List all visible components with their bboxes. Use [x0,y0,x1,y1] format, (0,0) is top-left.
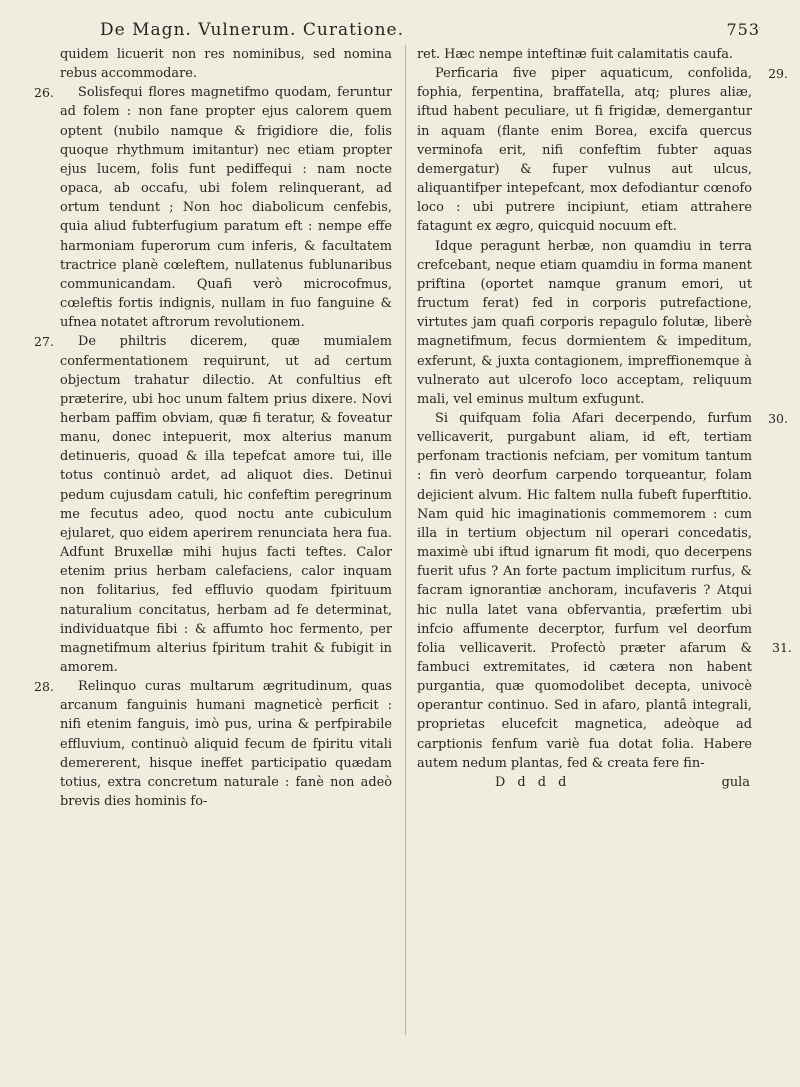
margin-number: 27. [34,334,54,350]
paragraph: Si quifquam folia Afari decerpendo, furfum vellicaverit, purgabunt aliam, id eft, tertiam perfonam tractionis nefciam, per vomitum tantum : fin verò deorfum carpendo torqueantur, folam dejicient alvum. Hic faltem nulla fubeft fuperftitio. Nam quid hic imaginationis commemorem : cum illa in tertium objectum nil operari concedatis, maximè ubi iftud ignarum fit modi, quo decerpens fuerit ufus ? An forte pactum implicitum rurfus, & facram ignorantiæ anchoram, incufaveris ? Atqui hic nulla latet vana obfervantia, præfertim ubi infcio affumente decerptor, furfum vel deorfum folia vellicaverit. Profectò præter afarum & fambuci extremitates, id cætera non habent purgantia, quæ quomodolibet decepta, univocè operantur continuo. Sed in afaro, plantâ integrali, proprietas elucefcit magnetica, adeòque ad carptionis fenfum variè fua dotat folia. Habere autem nedum plantas, fed & creata fere fin- 30. [417,410,788,771]
paragraph: ret. Hæc nempe inteftinæ fuit calamitatis caufa. [417,47,733,62]
page-number: 753 [726,20,760,39]
paragraph: De philtris dicerem, quæ mumialem confermentationem requirunt, ut ad certum objectum trahatur dilectio. At confultius eft præterire, ubi hoc unum faltem prius dixere. Novi herbam paffim obviam, quæ fi teratur, & foveatur manu, donec intepuerit, mox alterius manum detinueris, quoad & illa tepefcat amore tui, ille totus continuò ardet, ad aliquot dies. Detinui pedum cujusdam catuli, hic confeftim peregrinum me fecutus adeo, quod noctu ante cubiculum ejularet, quo eidem aperirem renunciata hera fua. Adfunt Bruxellæ mihi hujus facti teftes. Calor etenim prius herbam calefaciens, calor inquam non folitarius, fed effluvio quodam fpirituum naturalium concitatus, herbam ad fe determinat, individuatque fibi : & affumto hoc fermento, per magnetifmum alterius fpiritum trahit & fubigit in amorem. 27. [60,332,392,677]
paragraph: Perficaria five piper aquaticum, confolida, fophia, ferpentina, braffatella, atq; plures aliæ, iftud habent peculiare, ut fi frigidæ, demergantur in aquam (flante enim Borea, excifa quercus verminofa erit, nifi confeftim fubter aquas demergatur) & fuper vulnus aut ulcus, aliquantifper intepefcant, mox defodiantur cœnofo loco : ubi putrere incipiunt, etiam attrahere fatagunt ex ægro, quicquid nocuum eft. 29. [417,66,788,235]
signature-mark: D d d d [495,774,571,790]
column-divider [405,45,406,1035]
running-title: De Magn. Vulnerum. Curatione. [100,20,404,40]
paragraph: Relinquo curas multarum ægritudinum, quas arcanum fanguinis humani magneticè perficit : nifi etenim fanguis, imò pus, urina & perfpirabile effluvium, continuò aliquid fecum de fpiritu vitali demererent, hisque ineffet participatio quædam totius, extra concretum naturale : fanè non adeò brevis dies hominis fo- 28. [60,677,392,811]
margin-number: 30. [768,410,788,426]
margin-number: 29. [768,66,788,82]
margin-number: 26. [34,85,54,101]
paragraph: quidem licuerit non res nominibus, sed nomina rebus accommodare. [60,47,392,82]
catchword: gula [721,774,750,790]
paragraph: Solisfequi flores magnetifmo quodam, feruntur ad folem : non fane propter ejus calorem quem optent (nubilo namque & frigidiore die, folis quoque rhythmum imitantur) nec etiam propter ejus lucem, folis funt pediffequi : nam nocte opaca, ab occafu, ubi folem relinquerant, ad ortum tendunt ; Non hoc diabolicum cenfebis, quia aliud fubterfugium paratum eft : nempe effe harmoniam fuperorum cum inferis, & facultatem tractrice planè cœleftem, nullatenus fublunaribus communicandam. Quafi verò microcofmus, cœleftis fortis indignis, nullam in fuo fanguine & ufnea notatet aftrorum revolutionem. 26. [60,83,392,332]
running-header [60,18,760,44]
margin-number: 28. [34,679,54,695]
margin-number: 31. [772,640,792,655]
left-column [34,45,392,811]
paragraph: Idque peragunt herbæ, non quamdiu in terra crefcebant, neque etiam quamdiu in forma manent priftina (oportet namque granum emori, ut fructum ferat) fed in corporis putrefactione, virtutes jam quafi corporis repagulo folutæ, liberè magnetifmum, fecus dormientem & impeditum, exferunt, & juxta contagionem, impreffionemque à vulnerato aut ulcerofo loco acceptam, reliquum mali, vel eminus multum exfugunt. [417,238,752,407]
footer-line [417,773,752,793]
